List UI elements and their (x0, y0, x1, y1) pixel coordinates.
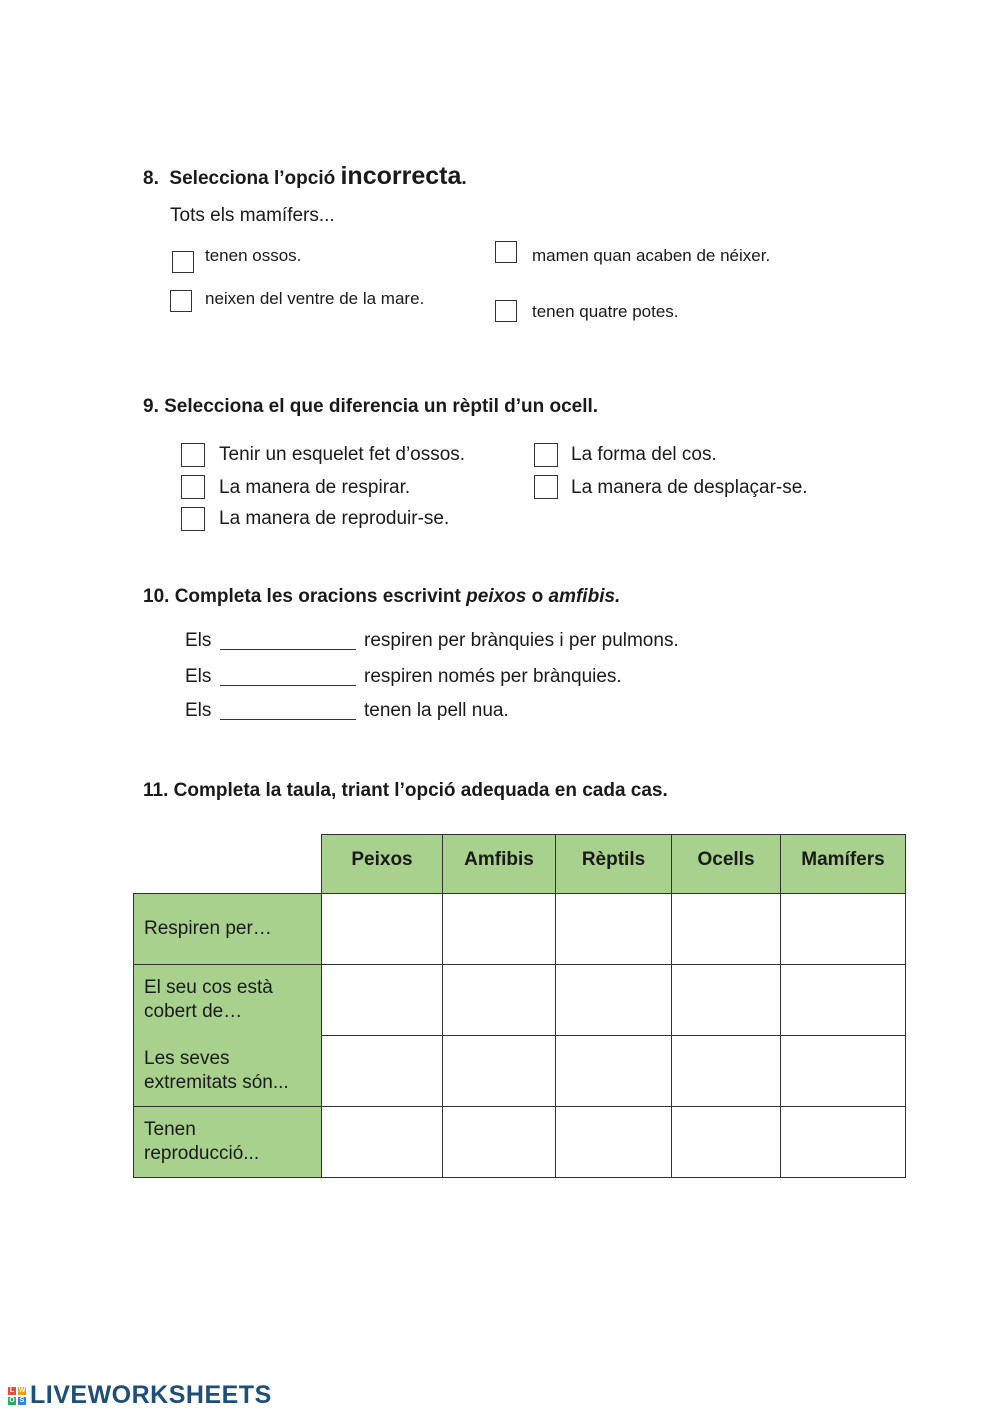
question-10-title (143, 586, 620, 608)
table-cell[interactable] (443, 965, 556, 1036)
table-cell[interactable] (672, 1036, 781, 1107)
q9-option-4-label: La manera de desplaçar-se. (571, 477, 808, 498)
table-cell[interactable] (781, 965, 906, 1036)
row-label-extremitats: Les seves extremitats són... (134, 1036, 322, 1107)
q10-sentence-1-lead: Els (185, 630, 212, 651)
row-label-cos: El seu cos està cobert de… (134, 965, 322, 1036)
logo-text: LIVEWORKSHEETS (30, 1381, 272, 1409)
checkbox-q9-option-5[interactable] (181, 507, 205, 531)
punctuation: . (461, 168, 467, 189)
table-cell[interactable] (322, 1036, 443, 1107)
checkbox-q9-option-2[interactable] (534, 443, 558, 467)
table-cell[interactable] (672, 894, 781, 965)
classification-table (133, 834, 906, 1178)
table-row (134, 965, 906, 1036)
checkbox-q8-option-4[interactable] (495, 300, 517, 322)
logo-block: W (18, 1386, 26, 1394)
option-word-1: peixos (466, 586, 527, 607)
table-row (134, 894, 906, 965)
column-header-reptils: Rèptils (556, 835, 672, 894)
table-cell[interactable] (443, 1107, 556, 1178)
table-cell[interactable] (672, 1107, 781, 1178)
q10-sentence-3-rest: tenen la pell nua. (364, 700, 509, 721)
checkbox-q8-option-3[interactable] (170, 290, 192, 312)
table-cell[interactable] (556, 894, 672, 965)
q9-option-2-label: La forma del cos. (571, 444, 717, 465)
q8-option-4-label: tenen quatre potes. (532, 302, 679, 321)
emphasis-word: incorrecta (340, 162, 462, 190)
q10-blank-1[interactable] (220, 649, 356, 650)
column-header-ocells: Ocells (672, 835, 781, 894)
logo-block: S (19, 1396, 25, 1404)
q9-option-3-label: La manera de respirar. (219, 477, 411, 498)
q10-blank-3[interactable] (220, 719, 356, 720)
q10-sentence-3-lead: Els (185, 700, 212, 721)
checkbox-q8-option-2[interactable] (495, 241, 517, 263)
question-11-title: 11. Completa la taula, triant l’opció adequada en cada cas. (143, 780, 668, 801)
table-cell[interactable] (556, 965, 672, 1036)
table-cell[interactable] (556, 1036, 672, 1107)
column-header-amfibis: Amfibis (443, 835, 556, 894)
table-cell[interactable] (443, 894, 556, 965)
question-text: 10. Completa les oracions escrivint (143, 586, 461, 607)
question-text: Selecciona l’opció (169, 168, 336, 189)
conjunction: o (531, 586, 544, 607)
q8-option-3-label: neixen del ventre de la mare. (205, 289, 425, 308)
column-header-mamifers: Mamífers (781, 835, 906, 894)
q10-sentence-2-rest: respiren només per brànquies. (364, 666, 622, 687)
question-9-title: 9. Selecciona el que diferencia un rèptil d’un ocell. (143, 396, 599, 417)
question-8-title (143, 162, 467, 191)
table-cell[interactable] (443, 1036, 556, 1107)
row-label-respiren: Respiren per… (134, 894, 322, 965)
checkbox-q8-option-1[interactable] (172, 251, 194, 273)
liveworksheets-logo (8, 1381, 272, 1410)
column-header-peixos: Peixos (322, 835, 443, 894)
table-cell[interactable] (322, 965, 443, 1036)
row-label-reproduccio: Tenen reproducció... (134, 1107, 322, 1178)
question-8-intro: Tots els mamífers... (170, 205, 335, 226)
checkbox-q9-option-4[interactable] (534, 475, 558, 499)
option-word-2: amfibis. (548, 586, 621, 607)
logo-blocks-icon (8, 1387, 26, 1405)
logo-block: L (9, 1386, 15, 1394)
table-cell[interactable] (781, 894, 906, 965)
table-cell[interactable] (556, 1107, 672, 1178)
logo-block: O (9, 1396, 15, 1404)
table-corner (134, 835, 322, 894)
table-cell[interactable] (781, 1107, 906, 1178)
q10-sentence-2-lead: Els (185, 666, 212, 687)
q8-option-1-label: tenen ossos. (205, 246, 302, 265)
q8-option-2-label: mamen quan acaben de néixer. (532, 246, 771, 265)
table-cell[interactable] (672, 965, 781, 1036)
checkbox-q9-option-1[interactable] (181, 443, 205, 467)
table-cell[interactable] (322, 894, 443, 965)
q10-sentence-1-rest: respiren per brànquies i per pulmons. (364, 630, 679, 651)
table-cell[interactable] (781, 1036, 906, 1107)
table-row (134, 1036, 906, 1107)
question-number: 8. (143, 168, 159, 189)
checkbox-q9-option-3[interactable] (181, 475, 205, 499)
q9-option-1-label: Tenir un esquelet fet d’ossos. (219, 444, 466, 465)
q10-blank-2[interactable] (220, 685, 356, 686)
q9-option-5-label: La manera de reproduir-se. (219, 508, 450, 529)
table-cell[interactable] (322, 1107, 443, 1178)
table-row (134, 1107, 906, 1178)
